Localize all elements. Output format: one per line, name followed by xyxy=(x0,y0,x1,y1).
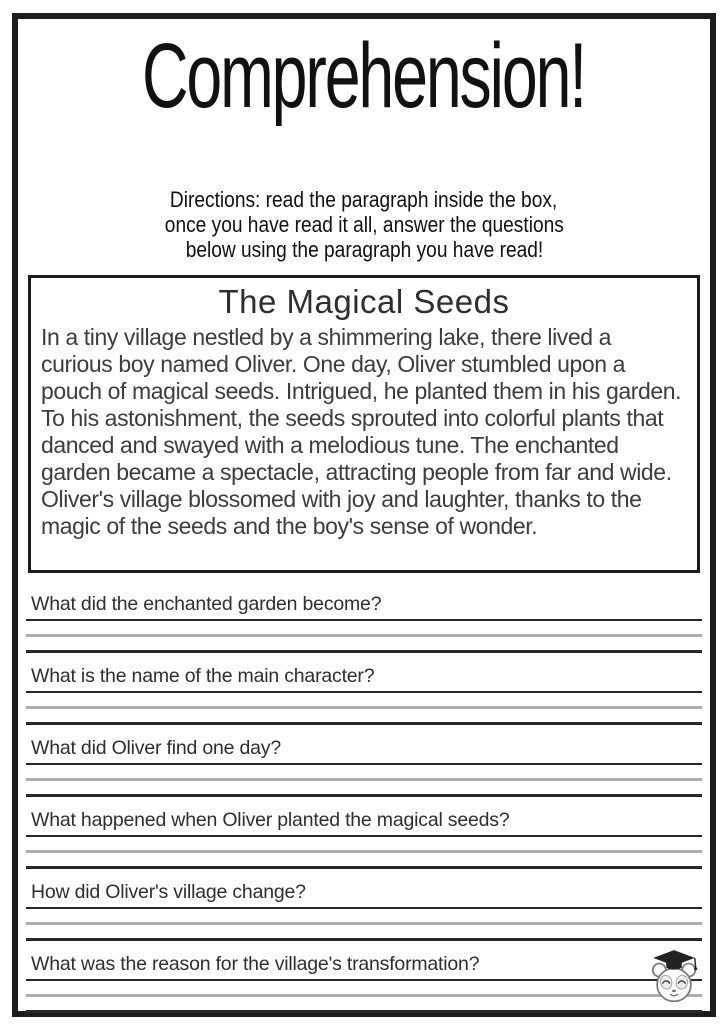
answer-line[interactable] xyxy=(26,994,702,997)
page-border-frame xyxy=(12,13,716,1017)
question-text: What did the enchanted garden become? xyxy=(26,592,702,621)
question-block xyxy=(26,592,702,653)
question-block xyxy=(26,664,702,725)
answer-line[interactable] xyxy=(26,722,702,725)
answer-line[interactable] xyxy=(26,794,702,797)
answer-line[interactable] xyxy=(26,650,702,653)
answer-line[interactable] xyxy=(26,866,702,869)
answer-line[interactable] xyxy=(26,922,702,925)
questions-section xyxy=(26,592,702,1013)
answer-line[interactable] xyxy=(26,778,702,781)
question-block xyxy=(26,808,702,869)
answer-line[interactable] xyxy=(26,850,702,853)
directions-line-3: below using the paragraph you have read! xyxy=(185,236,543,262)
answer-line[interactable] xyxy=(26,1010,702,1013)
directions-line-2: once you have read it all, answer the questions xyxy=(164,211,564,237)
passage-text: In a tiny village nestled by a shimmering lake, there lived a curious boy named Oliver. One day, Oliver stumbled upon a pouch of magical seeds. Intrigued, he planted them in his garden. To his astonishment, the seeds sprouted into colorful plants that danced and swayed with a melodious tune. The enchanted garden became a spectacle, attracting people from far and wide. Oliver's village blossomed with joy and laughter, thanks to the magic of the seeds and the boy's sense of wonder. xyxy=(41,323,682,539)
question-text: What was the reason for the village's transformation? xyxy=(26,952,702,981)
question-text: How did Oliver's village change? xyxy=(26,880,702,909)
question-text: What did Oliver find one day? xyxy=(26,736,702,765)
question-text: What is the name of the main character? xyxy=(26,664,702,693)
answer-line[interactable] xyxy=(26,706,702,709)
directions-line-1: Directions: read the paragraph inside the box, xyxy=(170,186,558,212)
question-text: What happened when Oliver planted the magical seeds? xyxy=(26,808,702,837)
question-block xyxy=(26,952,702,1013)
answer-line[interactable] xyxy=(26,938,702,941)
panda-graduation-cap-icon xyxy=(648,948,700,1006)
worksheet-title xyxy=(24,27,704,125)
directions xyxy=(24,187,704,262)
passage-box xyxy=(28,275,700,573)
answer-line[interactable] xyxy=(26,634,702,637)
worksheet-title-text: Comprehension! xyxy=(142,25,586,127)
passage-title: The Magical Seeds xyxy=(218,282,510,320)
question-block xyxy=(26,736,702,797)
question-block xyxy=(26,880,702,941)
